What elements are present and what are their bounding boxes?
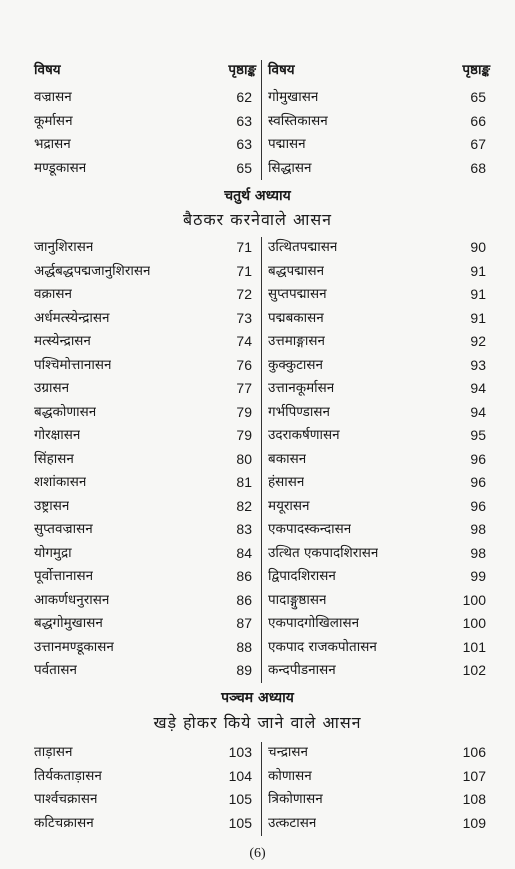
toc-entry	[34, 283, 256, 307]
asana-name: बकासन	[268, 450, 307, 467]
page-ref: 63	[236, 136, 252, 152]
toc-entry	[34, 330, 256, 354]
page-ref: 91	[470, 286, 486, 302]
toc-entry	[268, 589, 490, 613]
asana-name: उत्तमाङ्गासन	[268, 333, 325, 349]
section0-right-list	[268, 86, 490, 180]
chapter4-title: चतुर्थ अध्याय	[224, 188, 291, 204]
asana-name: एकपादगोखिलासन	[268, 615, 360, 631]
toc-entry	[268, 659, 490, 683]
page-ref: 104	[228, 767, 252, 784]
asana-name: तिर्यकताड़ासन	[34, 767, 102, 784]
toc-entry	[268, 307, 490, 331]
page-ref: 76	[236, 356, 252, 373]
asana-name: चन्द्रासन	[268, 744, 309, 760]
asana-name: वक्रासन	[34, 286, 72, 302]
toc-entry	[268, 812, 490, 836]
asana-name: उदराकर्षणासन	[268, 427, 340, 443]
column-divider	[261, 742, 262, 836]
toc-entry	[268, 612, 490, 636]
toc-entry	[268, 636, 490, 660]
section0-left-list	[34, 86, 256, 180]
toc-entry	[34, 448, 256, 472]
toc-entry	[34, 612, 256, 636]
asana-name: सिद्धासन	[268, 159, 312, 176]
page-ref: 96	[470, 497, 486, 514]
chapter5-title: पञ्चम अध्याय	[221, 690, 294, 706]
page-ref: 105	[228, 791, 252, 807]
page-ref: 96	[470, 450, 486, 467]
asana-name: पश्चिमोत्तानासन	[34, 356, 112, 373]
page-ref: 72	[236, 286, 252, 302]
page-heading: पृष्ठाङ्क	[228, 62, 256, 78]
toc-entry	[268, 157, 490, 181]
asana-name: उत्तानकूर्मासन	[268, 380, 335, 396]
toc-entry	[34, 812, 256, 836]
asana-name: सिंहासन	[34, 450, 74, 467]
section1-left-list	[34, 236, 256, 683]
toc-entry	[34, 377, 256, 401]
toc-entry	[268, 86, 490, 110]
toc-entry	[34, 236, 256, 260]
page-ref: 100	[462, 615, 486, 631]
toc-entry	[34, 354, 256, 378]
toc-entry	[268, 236, 490, 260]
page-ref: 77	[236, 380, 252, 396]
toc-entry	[268, 565, 490, 589]
page-ref: 96	[470, 474, 486, 490]
asana-name: स्वस्तिकासन	[268, 112, 328, 129]
asana-name: उत्थितपद्मासन	[268, 239, 338, 255]
asana-name: उत्तानमण्डूकासन	[34, 638, 114, 655]
page-ref: 74	[236, 333, 252, 349]
toc-entry	[34, 659, 256, 683]
page-ref: 94	[470, 380, 486, 396]
toc-entry	[34, 133, 256, 157]
asana-name: उत्थित एकपादशिरासन	[268, 544, 379, 561]
section1-right-list	[268, 236, 490, 683]
asana-name: भद्रासन	[34, 136, 71, 152]
asana-name: एकपादस्कन्दासन	[268, 521, 352, 537]
toc-entry	[268, 401, 490, 425]
asana-name: पद्मासन	[268, 136, 306, 152]
left-column-header	[34, 59, 256, 81]
toc-entry	[268, 110, 490, 134]
toc-entry	[34, 401, 256, 425]
page-ref: 98	[470, 521, 486, 537]
page-ref: 91	[470, 309, 486, 326]
page-ref: 108	[462, 791, 486, 807]
toc-entry	[34, 157, 256, 181]
page-ref: 101	[462, 638, 486, 655]
toc-entry	[34, 518, 256, 542]
asana-name: बद्धकोणासन	[34, 403, 97, 420]
toc-entry	[34, 110, 256, 134]
toc-entry	[268, 765, 490, 789]
toc-entry	[268, 518, 490, 542]
toc-entry	[34, 424, 256, 448]
asana-name: मयूरासन	[268, 497, 310, 514]
asana-name: मण्डूकासन	[34, 159, 87, 176]
page-ref: 91	[470, 262, 486, 279]
page-ref: 86	[236, 568, 252, 584]
asana-name: द्विपादशिरासन	[268, 568, 336, 584]
asana-name: कोणासन	[268, 767, 312, 784]
page-ref: 79	[236, 403, 252, 420]
page-ref: 71	[236, 262, 252, 279]
toc-entry	[268, 788, 490, 812]
asana-name: वज्रासन	[34, 89, 72, 105]
toc-entry	[268, 542, 490, 566]
page-ref: 63	[236, 112, 252, 129]
subject-heading: विषय	[268, 62, 295, 78]
toc-entry	[34, 565, 256, 589]
asana-name: बद्धपद्मासन	[268, 262, 325, 279]
toc-entry	[34, 471, 256, 495]
toc-entry	[34, 542, 256, 566]
page-ref: 71	[236, 239, 252, 255]
toc-entry	[268, 133, 490, 157]
page-ref: 83	[236, 521, 252, 537]
asana-name: सुप्तपद्मासन	[268, 286, 327, 302]
asana-name: हंसासन	[268, 474, 305, 490]
page-ref: 65	[236, 159, 252, 176]
asana-name: मत्स्येन्द्रासन	[34, 333, 91, 349]
page-ref: 79	[236, 427, 252, 443]
section2-right-list	[268, 741, 490, 835]
page-ref: 82	[236, 497, 252, 514]
asana-name: पद्मबकासन	[268, 309, 324, 326]
subject-heading: विषय	[34, 62, 61, 78]
page-ref: 92	[470, 333, 486, 349]
chapter5-subtitle: खड़े होकर किये जाने वाले आसन	[153, 713, 362, 732]
asana-name: गोरक्षासन	[34, 427, 81, 443]
toc-entry	[34, 636, 256, 660]
toc-entry	[268, 448, 490, 472]
toc-entry	[268, 495, 490, 519]
page-ref: 90	[470, 239, 486, 255]
asana-name: एकपाद राजकपोतासन	[268, 638, 377, 655]
page-ref: 84	[236, 544, 252, 561]
toc-entry	[268, 377, 490, 401]
page-heading: पृष्ठाङ्क	[462, 62, 490, 78]
page-ref: 106	[462, 744, 486, 760]
column-divider	[261, 237, 262, 683]
toc-entry	[268, 354, 490, 378]
asana-name: अर्धमत्स्येन्द्रासन	[34, 309, 110, 326]
asana-name: कुक्कुटासन	[268, 356, 324, 373]
toc-entry	[34, 788, 256, 812]
asana-name: कूर्मासन	[34, 112, 73, 129]
asana-name: ताड़ासन	[34, 744, 73, 760]
page-ref: 89	[236, 662, 252, 678]
page-ref: 100	[462, 591, 486, 608]
asana-name: अर्द्धबद्धपद्मजानुशिरासन	[34, 262, 151, 279]
toc-entry	[34, 741, 256, 765]
toc-entry	[34, 86, 256, 110]
toc-entry	[34, 765, 256, 789]
toc-entry	[34, 495, 256, 519]
asana-name: आकर्णधनुरासन	[34, 591, 110, 608]
toc-entry	[268, 741, 490, 765]
page-ref: 88	[236, 638, 252, 655]
asana-name: गोमुखासन	[268, 89, 319, 105]
page-ref: 99	[470, 568, 486, 584]
toc-entry	[268, 283, 490, 307]
right-column-header	[268, 59, 490, 81]
asana-name: बद्धगोमुखासन	[34, 615, 103, 631]
page-ref: 67	[470, 136, 486, 152]
page-ref: 95	[470, 427, 486, 443]
page-ref: 81	[236, 474, 252, 490]
page-ref: 93	[470, 356, 486, 373]
page-ref: 87	[236, 615, 252, 631]
page-ref: 73	[236, 309, 252, 326]
toc-entry	[34, 307, 256, 331]
page-ref: 80	[236, 450, 252, 467]
page-ref: 102	[462, 662, 486, 678]
asana-name: त्रिकोणासन	[268, 791, 323, 807]
toc-entry	[34, 260, 256, 284]
asana-name: पार्श्वचक्रासन	[34, 791, 98, 807]
page-ref: 86	[236, 591, 252, 608]
asana-name: सुप्तवज्रासन	[34, 521, 93, 537]
page-ref: 68	[470, 159, 486, 176]
page-ref: 65	[470, 89, 486, 105]
asana-name: शशांकासन	[34, 474, 87, 490]
asana-name: कन्दपीडनासन	[268, 662, 336, 678]
asana-name: पादाङ्गुष्ठासन	[268, 591, 327, 608]
asana-name: गर्भपिण्डासन	[268, 403, 331, 420]
page-ref: 103	[228, 744, 252, 760]
asana-name: उष्ट्रासन	[34, 497, 70, 514]
page-ref: 66	[470, 112, 486, 129]
page-ref: 62	[236, 89, 252, 105]
page-ref: 105	[228, 814, 252, 831]
page-ref: 94	[470, 403, 486, 420]
toc-entry	[268, 330, 490, 354]
asana-name: पर्वतासन	[34, 662, 77, 678]
toc-entry	[268, 471, 490, 495]
section2-left-list	[34, 741, 256, 835]
asana-name: पूर्वोत्तानासन	[34, 568, 94, 584]
asana-name: उग्रासन	[34, 380, 70, 396]
toc-entry	[268, 260, 490, 284]
toc-entry	[268, 424, 490, 448]
asana-name: कटिचक्रासन	[34, 814, 94, 831]
chapter4-subtitle: बैठकर करनेवाले आसन	[182, 210, 333, 229]
toc-entry	[34, 589, 256, 613]
column-divider	[261, 60, 262, 180]
asana-name: जानुशिरासन	[34, 239, 94, 255]
page-number: (6)	[249, 846, 266, 861]
page-ref: 98	[470, 544, 486, 561]
asana-name: योगमुद्रा	[34, 544, 72, 561]
page-ref: 107	[462, 767, 486, 784]
asana-name: उत्कटासन	[268, 814, 317, 831]
page-ref: 109	[462, 814, 486, 831]
